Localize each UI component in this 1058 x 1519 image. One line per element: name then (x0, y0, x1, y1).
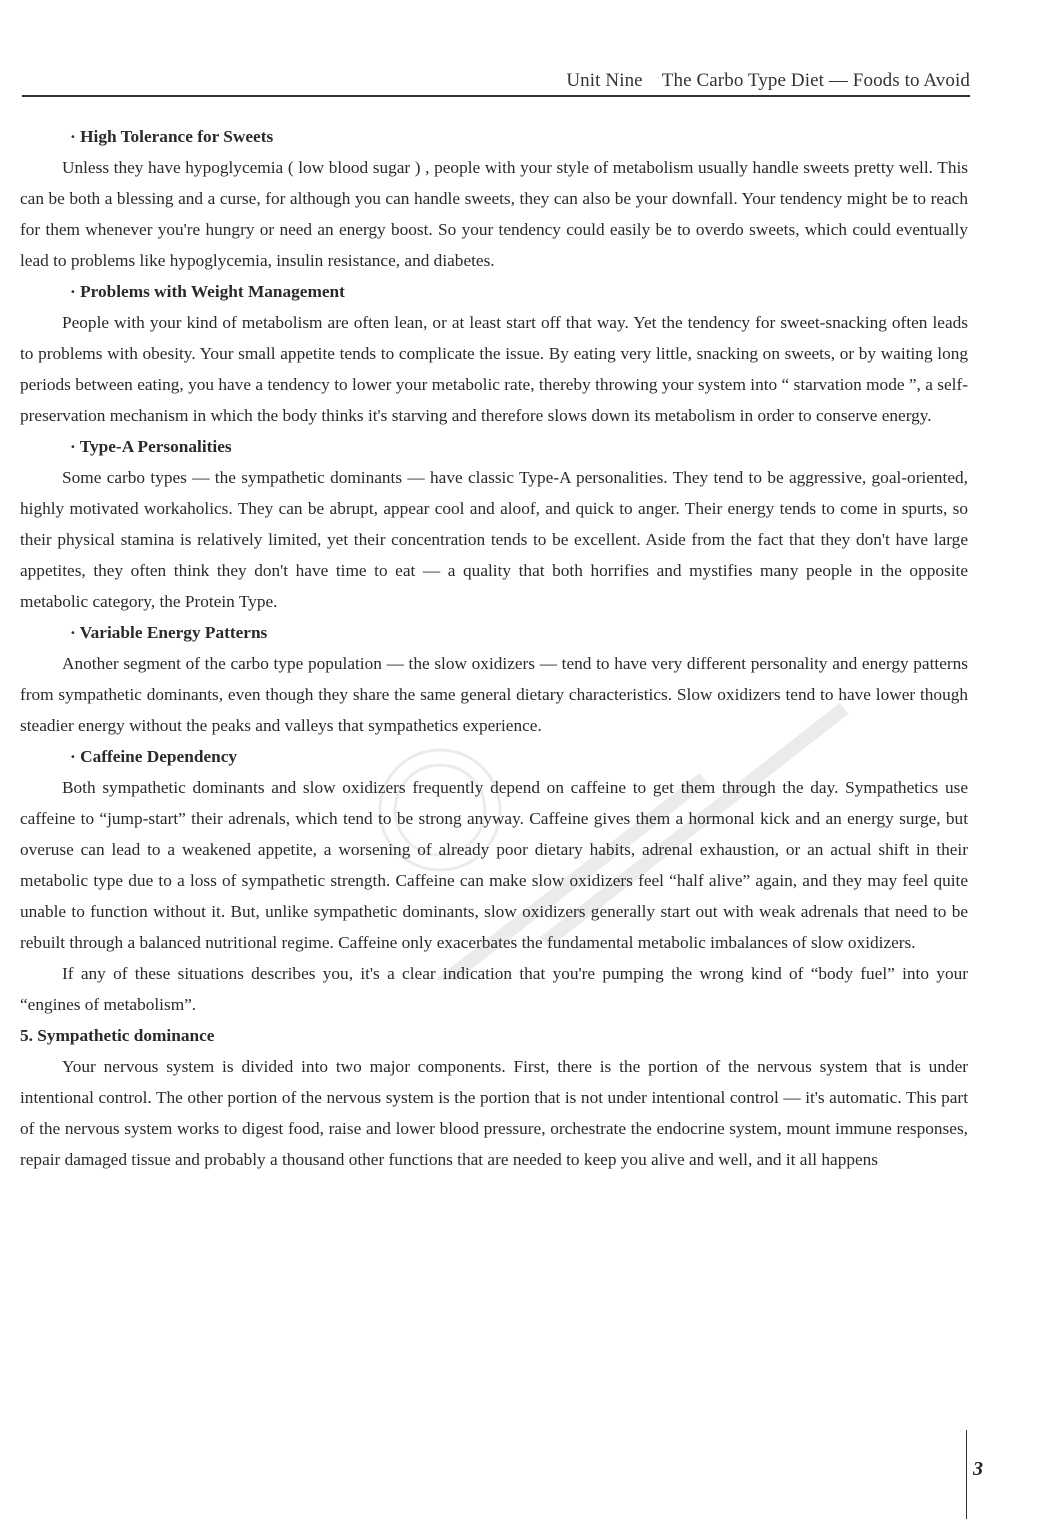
page-body (20, 121, 968, 1175)
body-paragraph: People with your kind of metabolism are often lean, or at least start off that way. Yet the tendency for sweet-snacking often leads to problems with obesity. Your small appetite tends to complicate the issue. By eating very little, snacking on sweets, or by waiting long periods between eating, you have a tendency to lower your metabolic rate, thereby throwing your system into “ starvation mode ”, a self-preservation mechanism in which the body thinks it's starving and therefore slows down its metabolism in order to conserve energy. (20, 313, 968, 425)
body-paragraph: Unless they have hypoglycemia ( low blood sugar ) , people with your style of metabolism usually handle sweets pretty well. This can be both a blessing and a curse, for although you can handle sweets, they can also be your downfall. Your tendency might be to reach for them whenever you're hungry or need an energy boost. So your tendency could easily be to overdo sweets, which could eventually lead to problems like hypoglycemia, insulin resistance, and diabetes. (20, 158, 968, 270)
section-heading: · Type-A Personalities (70, 437, 232, 456)
body-paragraph: Both sympathetic dominants and slow oxidizers frequently depend on caffeine to get them through the day. Sympathetics use caffeine to “jump-start” their adrenals, which tend to be strong anyway. Caffeine gives them a hormonal kick and an energy surge, but overuse can lead to a weakened appetite, a worsening of already poor dietary habits, adrenal exhaustion, or an actual shift in their metabolic type due to a loss of sympathetic strength. Caffeine can make slow oxidizers feel “half alive” again, and they may feel quite unable to function without it. But, unlike sympathetic dominants, slow oxidizers generally start out with weak adrenals that need to be rebuilt through a balanced nutritional regime. Caffeine only exacerbates the fundamental metabolic imbalances of slow oxidizers. (20, 778, 968, 952)
running-head: Unit Nine The Carbo Type Diet — Foods to Avoid (566, 70, 970, 91)
body-paragraph: Some carbo types — the sympathetic dominants — have classic Type-A personalities. They tend to be aggressive, goal-oriented, highly motivated workaholics. They can be abrupt, appear cool and aloof, and quick to anger. Their energy tends to come in spurts, so their physical stamina is relatively limited, yet their concentration tends to be excellent. Aside from the fact that they don't have large appetites, they often think they don't have time to eat — a quality that both horrifies and mystifies many people in the opposite metabolic category, the Protein Type. (20, 468, 968, 611)
page-number: 3 (973, 1458, 983, 1480)
body-paragraph: Your nervous system is divided into two major components. First, there is the portion of the nervous system that is under intentional control. The other portion of the nervous system is the portion that is not under intentional control — it's automatic. This part of the nervous system works to digest food, raise and lower blood pressure, orchestrate the endocrine system, mount immune responses, repair damaged tissue and probably a thousand other functions that are needed to keep you alive and well, and it all happens (20, 1057, 968, 1169)
page-number-rule (966, 1430, 967, 1519)
section-heading: · Caffeine Dependency (70, 747, 238, 766)
body-paragraph: Another segment of the carbo type population — the slow oxidizers — tend to have very different personality and energy patterns from sympathetic dominants, even though they share the same general dietary characteristics. Slow oxidizers tend to have lower though steadier energy without the peaks and valleys that sympathetics experience. (20, 654, 968, 735)
numbered-heading: 5. Sympathetic dominance (20, 1026, 215, 1045)
section-heading: · Variable Energy Patterns (70, 623, 268, 642)
body-paragraph: If any of these situations describes you, it's a clear indication that you're pumping the wrong kind of “body fuel” into your “engines of metabolism”. (20, 964, 968, 1014)
header-rule (22, 95, 970, 97)
section-heading: · Problems with Weight Management (70, 282, 345, 301)
section-heading: · High Tolerance for Sweets (70, 127, 274, 146)
